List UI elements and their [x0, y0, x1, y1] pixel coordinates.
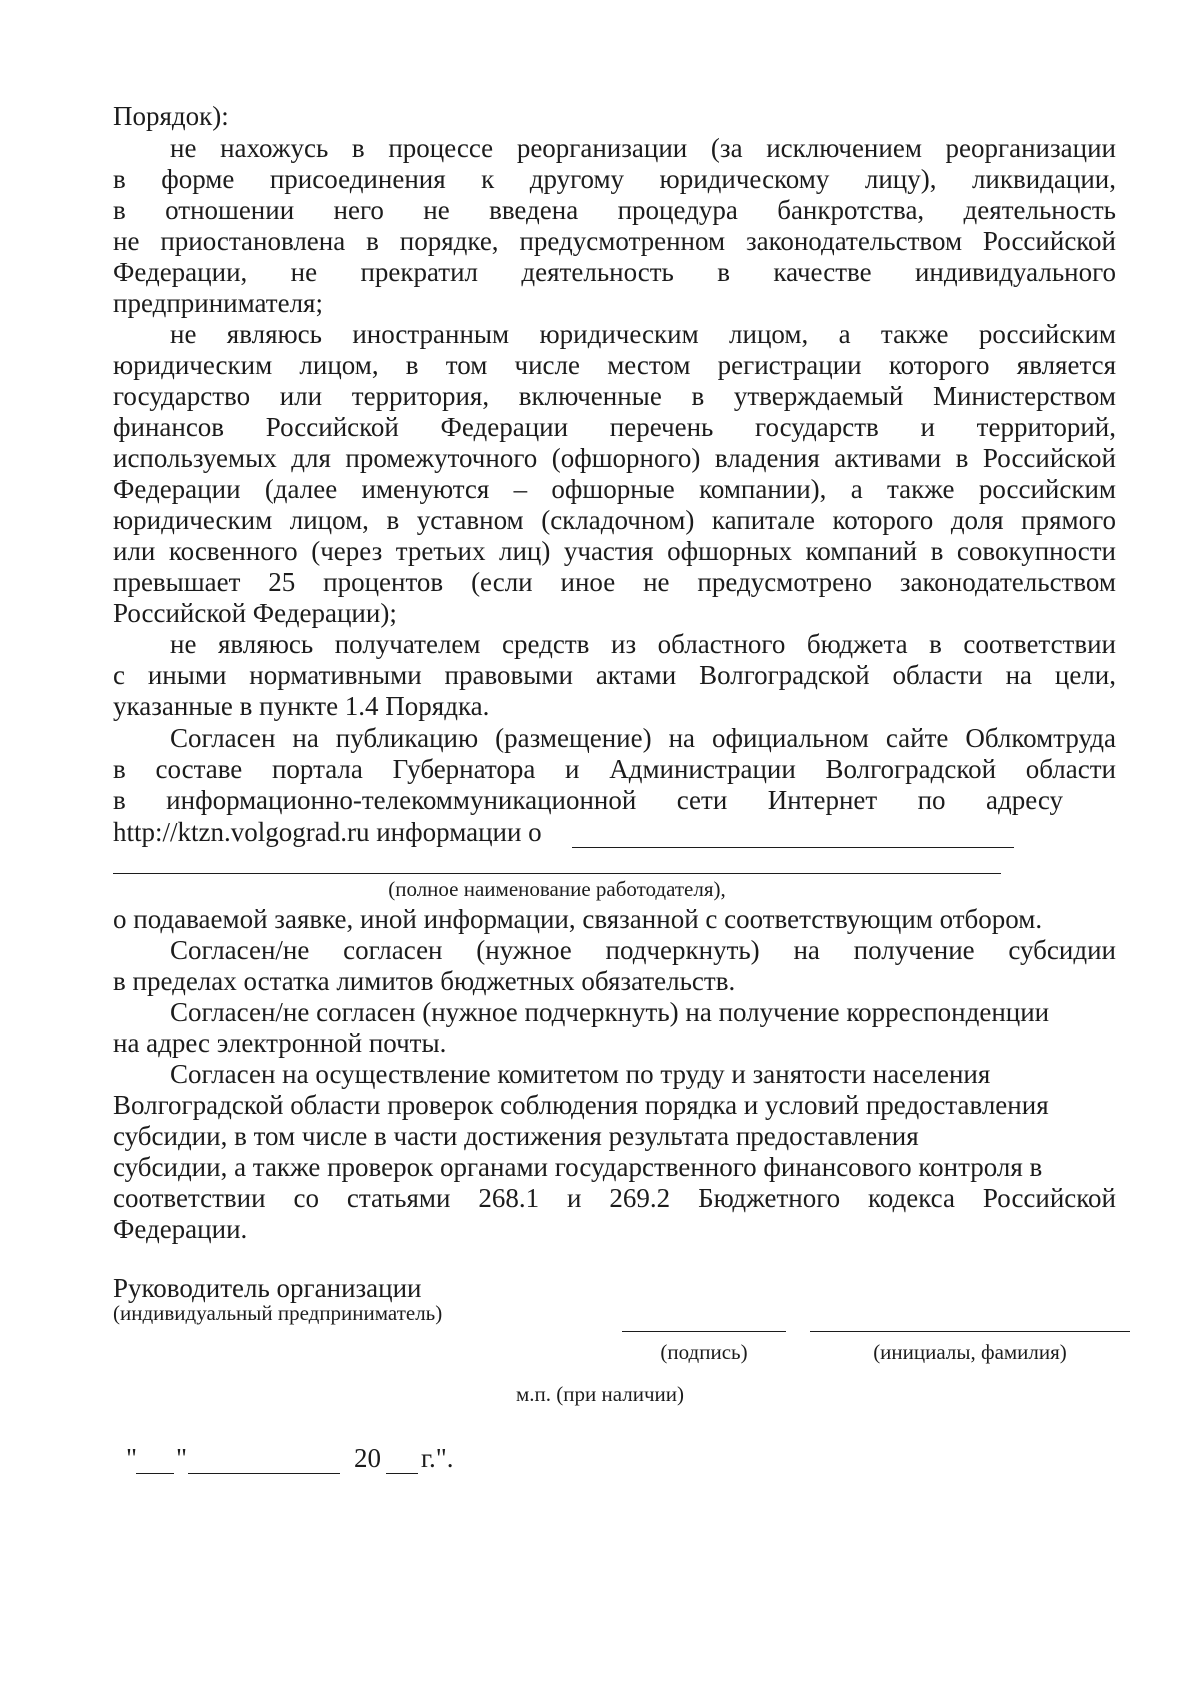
- date-year-prefix: 20: [354, 1443, 381, 1473]
- date-open-quote: ": [126, 1443, 138, 1473]
- text-line: финансов Российской Федерации перечень государств и территорий,: [113, 412, 1116, 442]
- text-line: Российской Федерации);: [113, 598, 397, 628]
- text-line: или косвенного (через третьих лиц) участия офшорных компаний в совокупности: [113, 536, 1116, 566]
- text-line: не приостановлена в порядке, предусмотренном законодательством Российской: [113, 226, 1116, 256]
- text-line: Федерации.: [113, 1214, 248, 1244]
- text-line: используемых для промежуточного (офшорного) владения активами в Российской: [113, 443, 1116, 473]
- name-caption: (инициалы, фамилия): [873, 1340, 1067, 1364]
- text-line: субсидии, а также проверок органами государственного финансового контроля в: [113, 1152, 1043, 1182]
- date-suffix: г.".: [421, 1443, 454, 1473]
- signature-caption: (подпись): [660, 1340, 748, 1364]
- employer-name-blank: [572, 847, 1014, 848]
- text-line: не являюсь получателем средств из областного бюджета в соответствии: [170, 629, 1116, 659]
- date-day-blank: [136, 1473, 174, 1474]
- text-line: субсидии, в том числе в части достижения результата предоставления: [113, 1121, 919, 1151]
- text-line: Федерации, не прекратил деятельность в качестве индивидуального: [113, 257, 1116, 287]
- date-year-blank: [386, 1473, 418, 1474]
- text-line: о подаваемой заявке, иной информации, связанной с соответствующим отбором.: [113, 904, 1043, 934]
- text-line: предпринимателя;: [113, 288, 323, 318]
- text-line: на адрес электронной почты.: [113, 1028, 447, 1058]
- text-line: в информационно-телекоммуникационной сети Интернет по адресу: [113, 785, 1063, 815]
- text-line: юридическим лицом, в том числе местом регистрации которого является: [113, 350, 1116, 380]
- signature-blank: [622, 1331, 786, 1332]
- text-line: в пределах остатка лимитов бюджетных обязательств.: [113, 966, 736, 996]
- employer-name-blank-line2: [113, 873, 1001, 874]
- text-line: с иными нормативными правовыми актами Волгоградской области на цели,: [113, 660, 1116, 690]
- text-line: юридическим лицом, в уставном (складочном) капитале которого доля прямого: [113, 505, 1116, 535]
- text-line: Согласен/не согласен (нужное подчеркнуть) на получение субсидии: [170, 935, 1116, 965]
- text-line: государство или территория, включенные в утверждаемый Министерством: [113, 381, 1116, 411]
- text-line: http://ktzn.volgograd.ru информации о: [113, 817, 542, 847]
- text-line: Волгоградской области проверок соблюдения порядка и условий предоставления: [113, 1090, 1049, 1120]
- text-line: указанные в пункте 1.4 Порядка.: [113, 691, 490, 721]
- stamp-note: м.п. (при наличии): [516, 1382, 684, 1406]
- text-line: превышает 25 процентов (если иное не предусмотрено законодательством: [113, 567, 1116, 597]
- text-line: не являюсь иностранным юридическим лицом, а также российским: [170, 319, 1116, 349]
- text-line: Согласен на осуществление комитетом по труду и занятости населения: [170, 1059, 991, 1089]
- employer-name-caption: (полное наименование работодателя),: [388, 877, 726, 901]
- text-line: Согласен/не согласен (нужное подчеркнуть) на получение корреспонденции: [170, 997, 1050, 1027]
- text-line: Согласен на публикацию (размещение) на официальном сайте Облкомтруда: [170, 723, 1116, 753]
- text-line: не нахожусь в процессе реорганизации (за исключением реорганизации: [170, 133, 1116, 163]
- text-line: Порядок):: [113, 101, 229, 131]
- head-sublabel: (индивидуальный предприниматель): [113, 1301, 443, 1325]
- text-line: Федерации (далее именуются – офшорные компании), а также российским: [113, 474, 1116, 504]
- text-line: соответствии со статьями 268.1 и 269.2 Бюджетного кодекса Российской: [113, 1183, 1116, 1213]
- text-line: в отношении него не введена процедура банкротства, деятельность: [113, 195, 1116, 225]
- head-label: Руководитель организации: [113, 1273, 422, 1303]
- date-close-quote: ": [176, 1443, 188, 1473]
- text-line: в форме присоединения к другому юридическому лицу), ликвидации,: [113, 164, 1116, 194]
- name-blank: [810, 1331, 1130, 1332]
- date-month-blank: [188, 1473, 340, 1474]
- text-line: в составе портала Губернатора и Администрации Волгоградской области: [113, 754, 1116, 784]
